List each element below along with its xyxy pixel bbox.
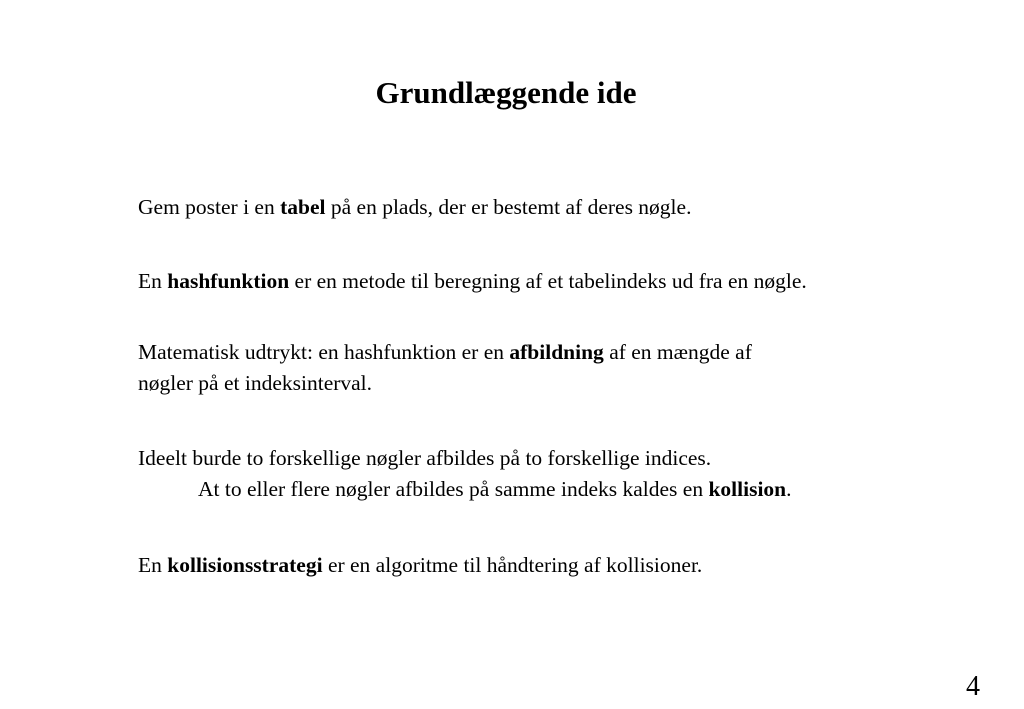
p1-text-before: Gem poster i en [138,195,281,219]
paragraph-hashfunktion [138,266,807,297]
p4-line1: Ideelt burde to forskellige nøgler afbildes på to forskellige indices. [138,446,712,470]
p5-text-before: En [138,553,168,577]
p2-bold-term: hashfunktion [167,269,290,293]
paragraph-tabel [138,192,691,223]
p3-line2: nøgler på et indeksinterval. [138,371,373,395]
paragraph-afbildning [138,337,752,399]
paragraph-kollisionsstrategi [138,550,702,581]
p5-text-after: er en algoritme til håndtering af kollisioner. [322,553,703,577]
p3-text-after: af en mængde af [603,340,752,364]
paragraph-kollision [138,443,792,505]
p2-text-before: En [138,269,168,293]
p4-line2-before: At to eller flere nøgler afbildes på samme indeks kaldes en [198,477,709,501]
p3-bold-term: afbildning [509,340,604,364]
p1-bold-term: tabel [280,195,326,219]
p3-text-before: Matematisk udtrykt: en hashfunktion er en [138,340,510,364]
p1-text-after: på en plads, der er bestemt af deres nøgle. [325,195,692,219]
p4-bold-term: kollision [708,477,787,501]
p5-bold-term: kollisionsstrategi [167,553,323,577]
p2-text-after: er en metode til beregning af et tabelindeks ud fra en nøgle. [289,269,807,293]
page-number: 4 [966,671,980,702]
p4-indented-line [138,474,792,505]
slide-title: Grundlæggende ide [375,75,637,110]
p4-line2-after: . [786,477,792,501]
